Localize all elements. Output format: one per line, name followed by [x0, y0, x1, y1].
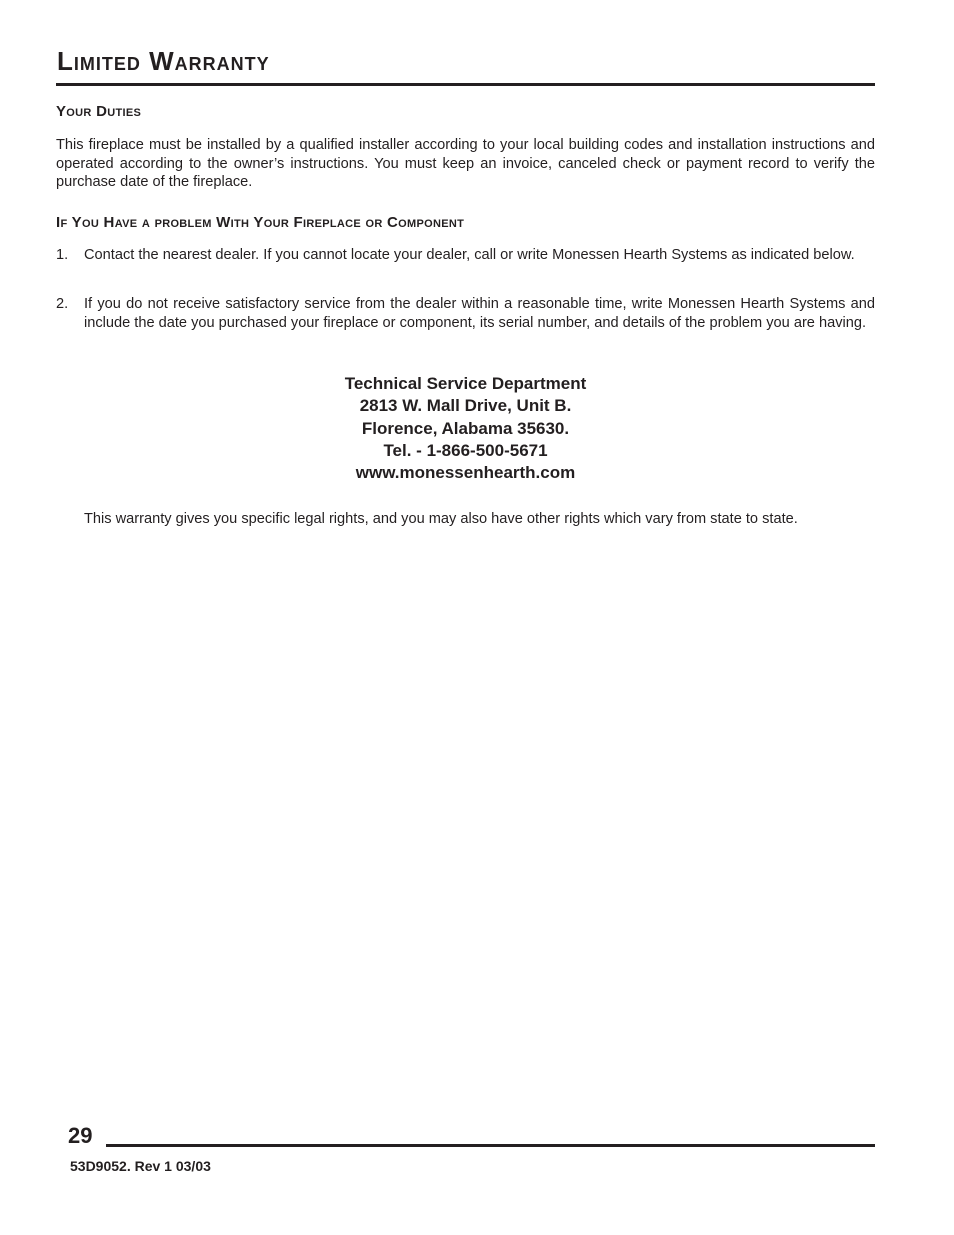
street-address: 2813 W. Mall Drive, Unit B. — [359, 396, 572, 416]
department-name: Technical Service Department — [344, 374, 587, 393]
list-item-number: 2. — [56, 296, 69, 312]
website-link[interactable]: www.monessenhearth.com — [355, 463, 576, 483]
footer-rule — [106, 1144, 875, 1147]
your-duties-paragraph: This fireplace must be installed by a qualified installer according to your local building codes and installation instructions and operated according to the owner’s instructions. You must keep an invoice, canceled check or payment record to verify the purchase date of the fireplace. — [56, 137, 875, 191]
phone-number: Tel. - 1-866-500-5671 — [383, 440, 548, 460]
page-title: Limited Warranty — [57, 46, 270, 76]
contact-address-block — [56, 373, 875, 484]
city-address: Florence, Alabama 35630. — [361, 418, 570, 438]
page-number: 29 — [68, 1123, 93, 1148]
list-item-text: If you do not receive satisfactory service from the dealer within a reasonable time, write Monessen Hearth Systems and include the date you purchased your fireplace or component, its serial number, and details of the problem you are having. — [84, 296, 875, 331]
list-item-text: Contact the nearest dealer. If you cannot locate your dealer, call or write Monessen Hearth Systems as indicated below. — [84, 247, 855, 263]
list-item-number: 1. — [56, 247, 69, 263]
list-item — [56, 246, 875, 265]
title-rule — [56, 83, 875, 86]
rights-statement: This warranty gives you specific legal rights, and you may also have other rights which vary from state to state. — [84, 511, 798, 527]
your-duties-heading: Your Duties — [56, 103, 142, 120]
list-item — [56, 295, 875, 332]
document-code: 53D9052. Rev 1 03/03 — [70, 1158, 211, 1174]
problem-section-heading: If You Have a problem With Your Fireplace or Component — [56, 214, 465, 231]
